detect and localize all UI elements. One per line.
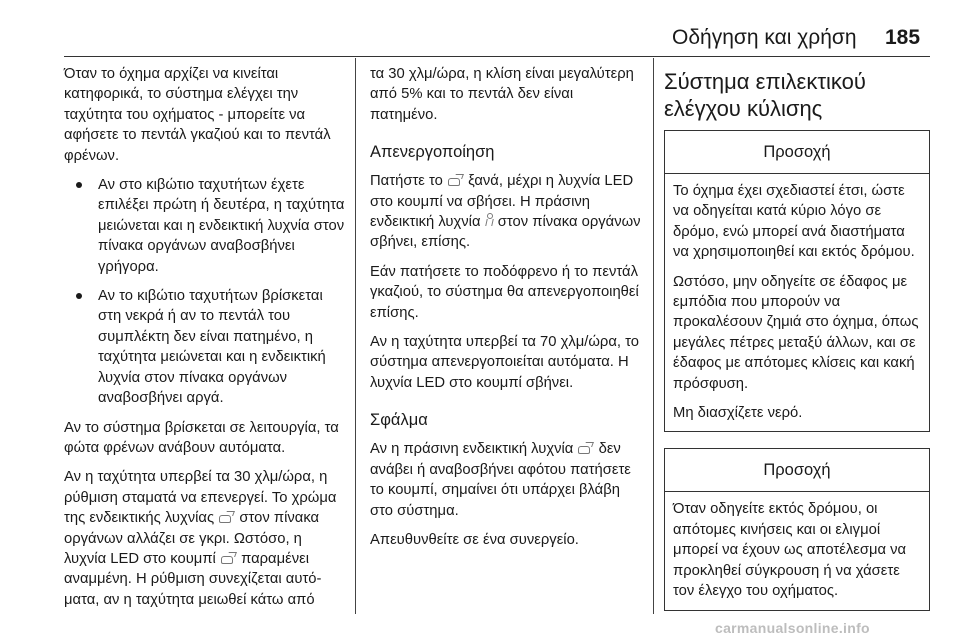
column-divider-1	[355, 58, 356, 614]
section-title: Οδήγηση και χρήση	[672, 26, 857, 49]
hill-descent-icon	[218, 510, 235, 523]
page-number: 185	[885, 26, 921, 49]
column-divider-2	[653, 58, 654, 614]
paragraph: Το όχημα έχει σχεδιαστεί έτσι, ώστε να οδηγείται κατά κύριο λόγο σε δρόμο, ενώ μπορεί ανά διαστήματα να χρησιμοποιηθεί και εκτός δρόμου.	[673, 183, 915, 261]
column-2	[370, 64, 642, 550]
column-3	[664, 64, 930, 627]
caution-body	[665, 174, 929, 431]
text-run: Αν η πράσινη ενδεικτική λυχνία	[370, 441, 574, 458]
text-run: ξανά, μέχρι η λυχνία LED στο κουμπί να σβήσει. Η πράσινη ενδεικτική λυχνία	[370, 173, 634, 231]
text-run: στον πίνακα οργάνων σβήνει, επίσης.	[370, 214, 641, 251]
hill-descent-icon	[577, 441, 594, 454]
paragraph	[370, 439, 642, 521]
hill-descent-icon	[220, 551, 237, 564]
page-header	[0, 0, 960, 56]
text-run: Πατήστε το	[370, 173, 443, 190]
text-run: παραμένει αναμμένη. Η ρύθμιση συνεχίζεται αυτόματα, αν η ταχύτητα μειωθεί κάτω από	[64, 550, 322, 608]
paragraph: Όταν το όχημα αρχίζει να κινείται κατηφορικά, το σύστημα ελέγχει την ταχύτητα του οχήματος - μπορείτε να αφήσετε το πεντάλ γκαζιού και το πεντάλ φρένων.	[64, 66, 331, 164]
text-run: δεν ανάβει ή αναβοσβήνει αφότου πατήσετε το κουμπί, σημαίνει ότι υπάρχει βλάβη στο σύστημα.	[370, 441, 631, 519]
text-run: στον πίνακα οργάνων αλλάζει σε γκρι. Ωστόσο, η λυχνία LED στο κουμπί	[64, 510, 320, 567]
person-icon	[485, 213, 494, 227]
paragraph: Αν η ταχύτητα υπερβεί τα 70 χλμ/ώρα, το σύστημα απενεργοποιείται αυτόματα. Η λυχνία LED στο κουμπί σβήνει.	[370, 334, 639, 391]
section-heading: Σύστημα επιλεκτικού ελέγχου κύλισης	[664, 69, 866, 121]
paragraph: Εάν πατήσετε το ποδόφρενο ή το πεντάλ γκαζιού, το σύστημα θα απενεργοποιηθεί επίσης.	[370, 263, 639, 321]
hill-descent-icon	[447, 173, 464, 186]
caution-body	[665, 492, 929, 609]
heading-fault: Σφάλμα	[370, 411, 428, 430]
paragraph	[370, 171, 642, 253]
bullet-item: Αν το κιβώτιο ταχυτήτων βρίσκεται στη νεκρά ή αν το πεντάλ του συμπλέκτη δεν είναι πατημένο, η ταχύτητα μειώνεται και η ενδεικτική λυχνία στον πίνακα οργάνων αναβοσβήνει αργά.	[76, 286, 346, 408]
watermark: carmanualsonline.info	[715, 620, 870, 636]
paragraph: Μη διασχίζετε νερό.	[673, 405, 803, 422]
paragraph: τα 30 χλμ/ώρα, η κλίση είναι μεγαλύτερη από 5% και το πεντάλ δεν είναι πατημένο.	[370, 66, 634, 123]
paragraph: Αν το σύστημα βρίσκεται σε λειτουργία, τα φώτα φρένων ανάβουν αυτόματα.	[64, 419, 339, 456]
caution-heading: Προσοχή	[665, 449, 929, 492]
heading-deactivation: Απενεργοποίηση	[370, 143, 495, 162]
caution-heading: Προσοχή	[665, 131, 929, 174]
caution-box	[664, 130, 930, 432]
column-1	[64, 64, 346, 610]
paragraph	[64, 467, 346, 610]
paragraph: Όταν οδηγείτε εκτός δρόμου, οι απότομες κινήσεις και οι ελιγμοί μπορεί να έχουν ως αποτέλεσμα να προκληθεί σύγκρουση ή να χάσετε τον έλεγχο του οχήματος.	[673, 501, 907, 600]
paragraph: Απευθυνθείτε σε ένα συνεργείο.	[370, 531, 579, 548]
text-run: Αν η ταχύτητα υπερβεί τα 30 χλμ/ώρα, η ρύθμιση σταματά να επενεργεί. Το χρώμα της ενδεικτικής λυχνίας	[64, 469, 337, 527]
header-divider	[64, 56, 930, 57]
paragraph: Ωστόσο, μην οδηγείτε σε έδαφος με εμπόδια που μπορούν να προκαλέσουν ζημιά στο όχημα, όπως μεγάλες πέτρες μεταξύ άλλων, και σε έδαφος με απότομες κλίσεις και κακή πρόσφυση.	[673, 273, 919, 392]
bullet-item: Αν στο κιβώτιο ταχυτήτων έχετε επιλέξει πρώτη ή δευτέρα, η ταχύτητα μειώνεται και η ενδεικτική λυχνία στον πίνακα οργάνων αναβοσβήνει γρήγορα.	[76, 175, 346, 277]
caution-box	[664, 448, 930, 610]
